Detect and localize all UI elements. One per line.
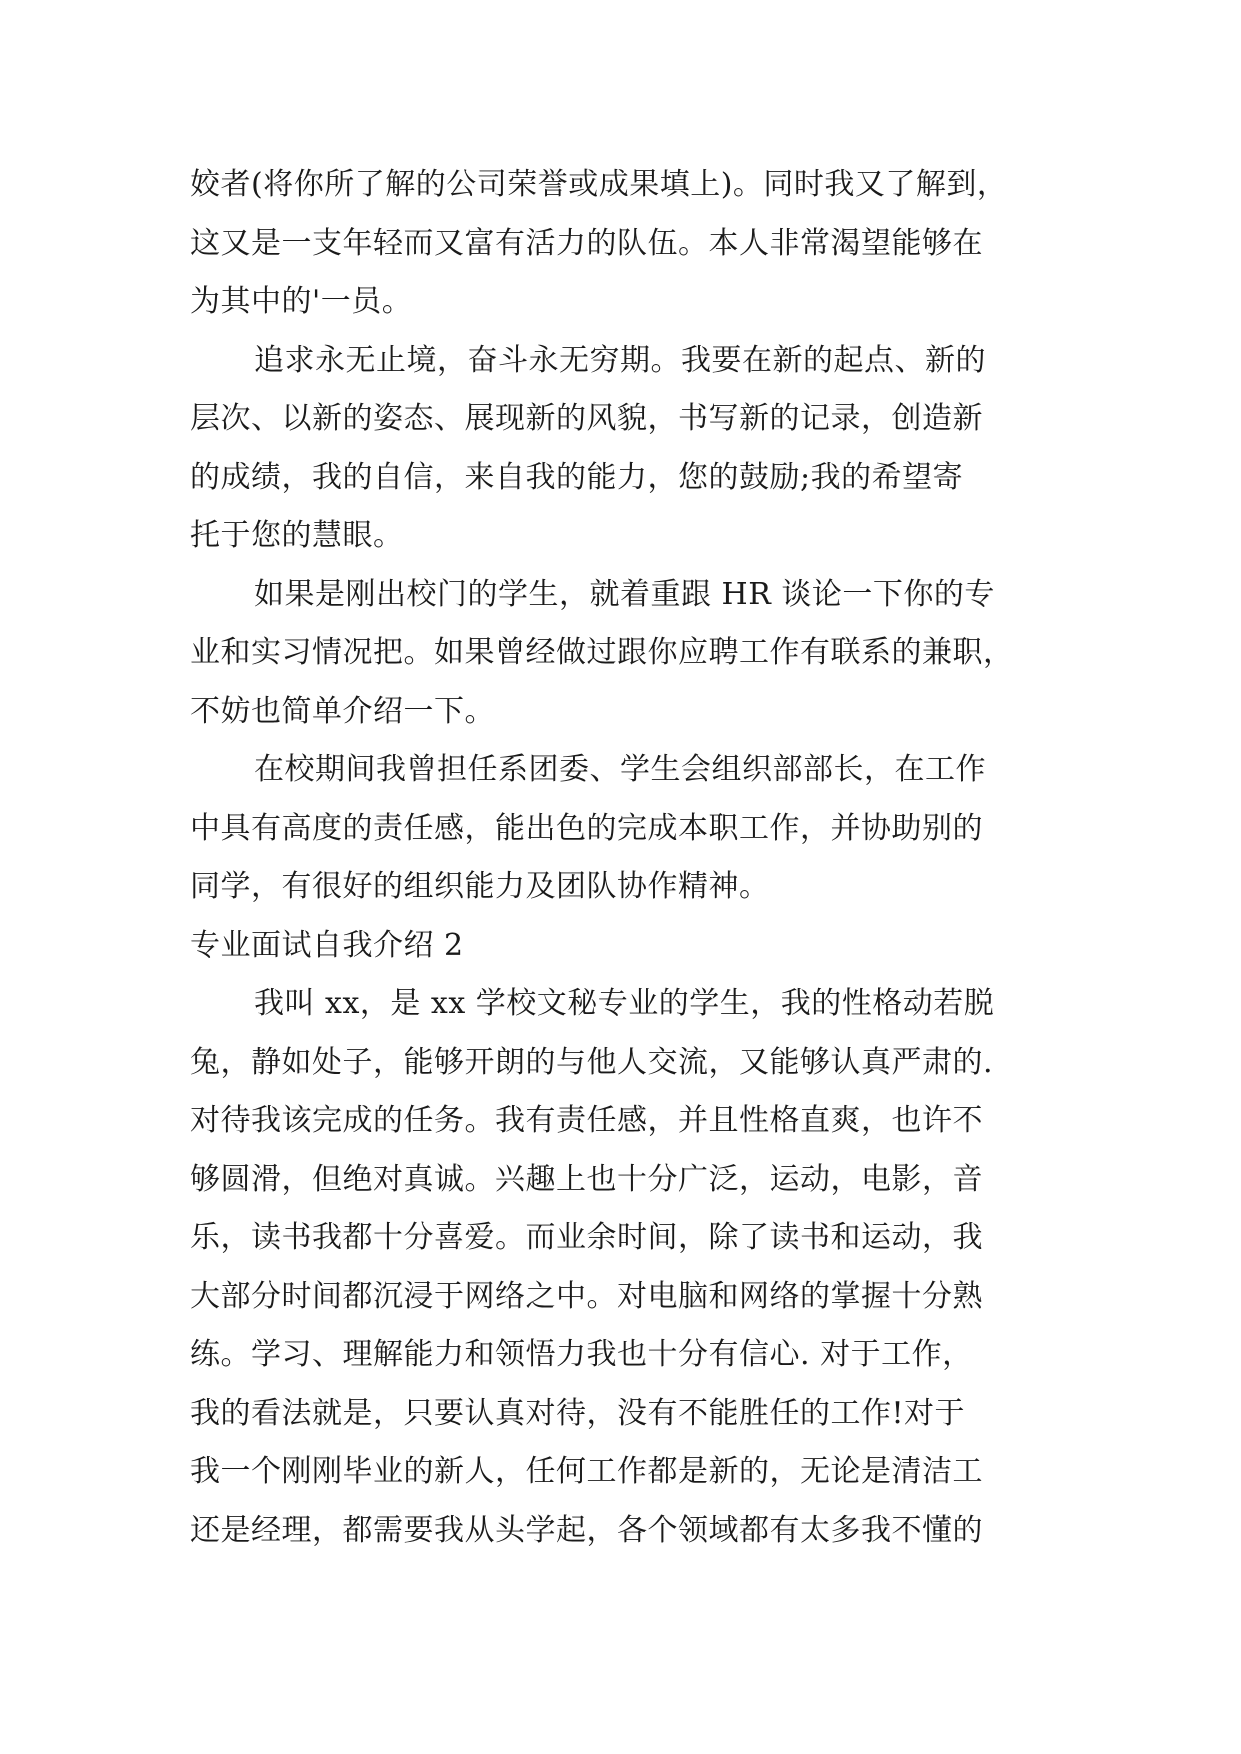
paragraph-1 [190,156,1070,332]
paragraph-line: 兔，静如处子，能够开朗的与他人交流，又能够认真严肃的. [190,1044,994,1080]
paragraph-line: 对待我该完成的任务。我有责任感，并且性格直爽，也许不 [190,1103,983,1138]
paragraph-line: 追求永无止境，奋斗永无穷期。我要在新的起点、新的 [254,342,986,378]
paragraph-line: 如果是刚出校门的学生，就着重跟 HR 谈论一下你的专 [254,576,995,612]
paragraph-line: 我一个刚刚毕业的新人，任何工作都是新的，无论是清洁工 [190,1454,983,1489]
paragraph-line: 同学，有很好的组织能力及团队协作精神。 [190,869,770,904]
paragraph-line: 业和实习情况把。如果曾经做过跟你应聘工作有联系的兼职， [190,635,1014,670]
paragraph-3 [190,566,1070,742]
paragraph-line: 我的看法就是，只要认真对待，没有不能胜任的工作!对于 [190,1395,966,1431]
paragraph-2 [190,332,1070,566]
paragraph-line: 为其中的'一员。 [190,284,413,319]
paragraph-line: 姣者(将你所了解的公司荣誉或成果填上)。同时我又了解到， [190,167,1008,202]
paragraph-line: 练。学习、理解能力和领悟力我也十分有信心. 对于工作， [190,1337,973,1372]
paragraph-line: 层次、以新的姿态、展现新的风貌，书写新的记录，创造新 [190,401,983,436]
paragraph-line: 还是经理，都需要我从头学起，各个领域都有太多我不懂的 [190,1512,983,1548]
paragraph-line: 中具有高度的责任感，能出色的完成本职工作，并协助别的 [190,810,983,846]
paragraph-line: 的成绩，我的自信，来自我的能力，您的鼓励;我的希望寄 [190,459,964,495]
paragraph-line: 托于您的慧眼。 [190,518,404,553]
paragraph-line: 乐，读书我都十分喜爱。而业余时间，除了读书和运动，我 [190,1220,983,1255]
paragraph-line: 我叫 xx，是 xx 学校文秘专业的学生，我的性格动若脱 [254,986,995,1021]
paragraph-line: 大部分时间都沉浸于网络之中。对电脑和网络的掌握十分熟 [190,1278,983,1314]
paragraph-4 [190,741,1070,917]
paragraph-5 [190,975,1070,1560]
section-heading: 专业面试自我介绍 2 [190,927,464,963]
document-body [190,156,1070,1560]
paragraph-line: 这又是一支年轻而又富有活力的队伍。本人非常渴望能够在 [190,225,983,261]
paragraph-line: 不妨也简单介绍一下。 [190,693,495,729]
paragraph-line: 在校期间我曾担任系团委、学生会组织部部长，在工作 [254,752,986,787]
paragraph-line: 够圆滑，但绝对真诚。兴趣上也十分广泛，运动，电影，音 [190,1161,983,1197]
